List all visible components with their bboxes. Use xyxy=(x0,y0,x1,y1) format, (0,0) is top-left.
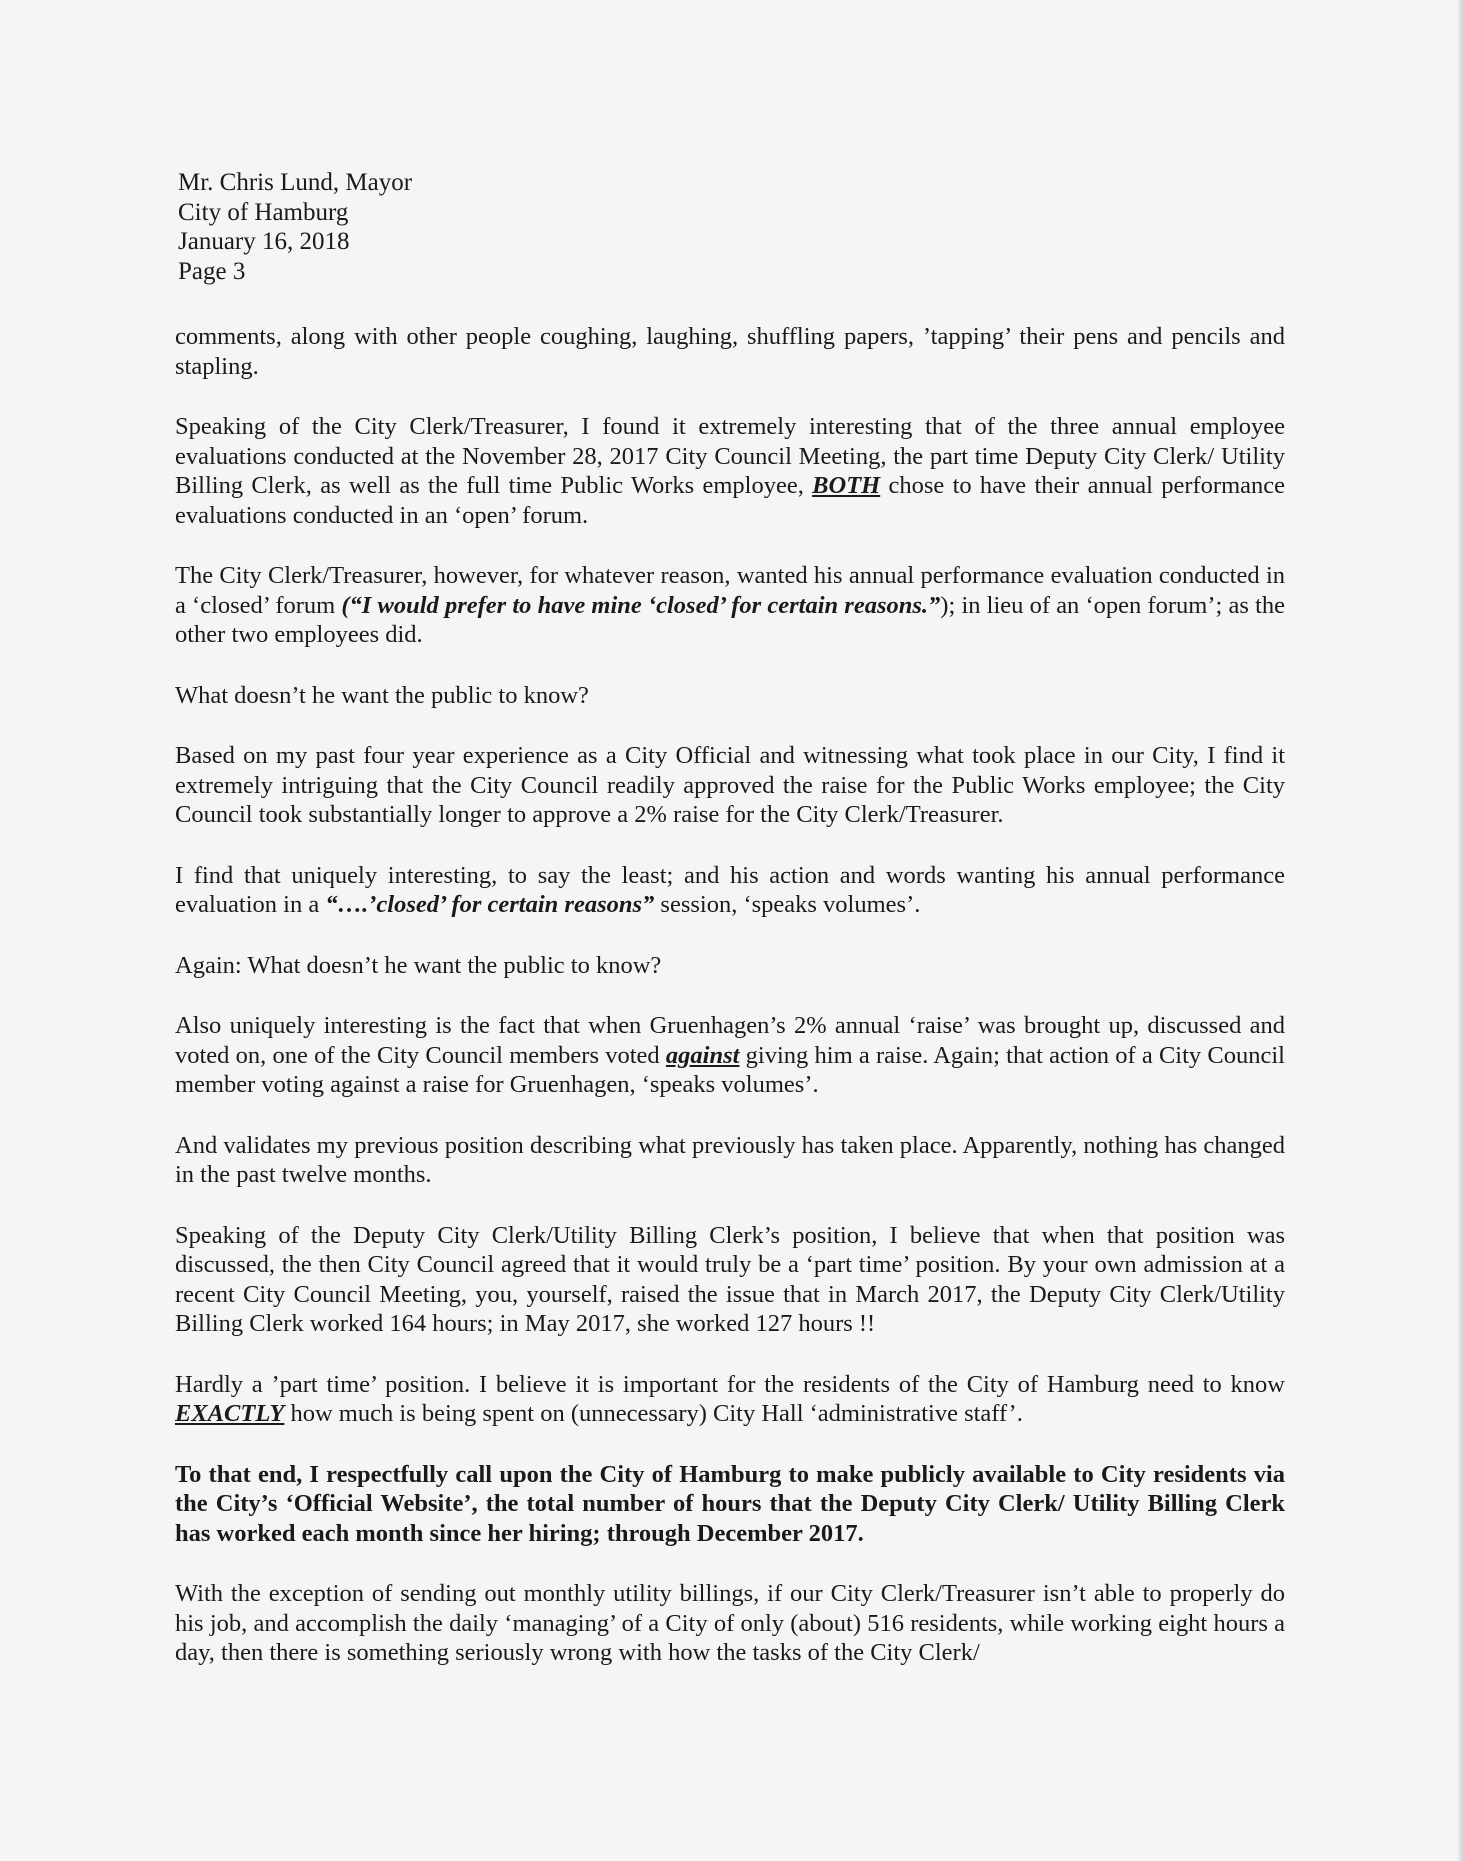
paragraph-13 xyxy=(175,1579,1285,1668)
paragraph-8-text-b: giving him a raise. Again; that action of a City Council member voting against a raise for Gruenhagen, ‘speaks volumes’. xyxy=(175,1041,1285,1098)
paragraph-12-text: To that end, I respectfully call upon the City of Hamburg to make publicly available to City residents via the City’s ‘Official Website’, the total number of hours that the Deputy City Clerk/ Utility Billing Clerk has worked each month since her hiring; through December 2017. xyxy=(175,1460,1285,1547)
paragraph-3-text-b: ); in lieu of an ‘open forum’; as the other two employees did. xyxy=(175,591,1285,648)
paragraph-4 xyxy=(175,681,1285,711)
paragraph-6-text-b: session, ‘speaks volumes’. xyxy=(654,891,921,918)
letter-body xyxy=(175,322,1285,1668)
paragraph-2-text-b: chose to have their annual performance evaluations conducted in an ‘open’ forum. xyxy=(175,472,1285,529)
paragraph-12-request xyxy=(175,1460,1285,1549)
paragraph-13-text: With the exception of sending out monthly utility billings, if our City Clerk/Treasurer isn’t able to properly do his job, and accomplish the daily ‘managing’ of a City of only (about) 516 residents, while working eight hours a day, then there is something seriously wrong with how the tasks of the City Clerk/ xyxy=(175,1580,1285,1666)
paragraph-2-text-a: Speaking of the City Clerk/Treasurer, I found it extremely interesting that of the three annual employee evaluations conducted at the November 28, 2017 City Council Meeting, the part time Deputy City Clerk/ Utility Billing Clerk, as well as the full time Public Works employee, xyxy=(175,413,1285,499)
recipient-organization: City of Hamburg xyxy=(178,198,349,226)
paragraph-8 xyxy=(175,1011,1285,1100)
paragraph-11-text-b: how much is being spent on (unnecessary) City Hall ‘administrative staff’. xyxy=(284,1400,1023,1427)
paragraph-2-emphasis: BOTH xyxy=(812,472,881,499)
letter-date: January 16, 2018 xyxy=(178,228,350,255)
paragraph-6 xyxy=(175,861,1285,920)
paragraph-10-text: Speaking of the Deputy City Clerk/Utility Billing Clerk’s position, I believe that when that position was discussed, the then City Council agreed that it would truly be a ‘part time’ position. By your own admission at a recent City Council Meeting, you, yourself, raised the issue that in March 2017, the Deputy City Clerk/Utility Billing Clerk worked 164 hours; in May 2017, she worked 127 hours !! xyxy=(175,1221,1285,1337)
paragraph-1 xyxy=(175,322,1285,381)
paragraph-6-quote: “….’closed’ for certain reasons” xyxy=(325,891,655,918)
page-edge-shadow xyxy=(1457,0,1463,1861)
paragraph-3-quote: (“I would prefer to have mine ‘closed’ for certain reasons.” xyxy=(341,591,941,619)
paragraph-7 xyxy=(175,951,1285,981)
paragraph-7-text: Again: What doesn’t he want the public to know? xyxy=(175,951,662,979)
paragraph-4-text: What doesn’t he want the public to know? xyxy=(175,681,589,709)
paragraph-11-emphasis: EXACTLY xyxy=(175,1400,285,1427)
paragraph-11 xyxy=(175,1370,1285,1429)
paragraph-3-text-a: The City Clerk/Treasurer, however, for whatever reason, wanted his annual performance evaluation conducted in a ‘closed’ forum xyxy=(175,562,1285,619)
paragraph-3 xyxy=(175,561,1285,650)
paragraph-1-text: comments, along with other people coughing, laughing, shuffling papers, ’tapping’ their pens and pencils and stapling. xyxy=(175,323,1285,380)
paragraph-9 xyxy=(175,1131,1285,1190)
letter-header xyxy=(178,168,412,286)
page-number: Page 3 xyxy=(178,257,246,285)
paragraph-2 xyxy=(175,412,1285,530)
paragraph-9-text: And validates my previous position describing what previously has taken place. Apparently, nothing has changed in the past twelve months. xyxy=(175,1131,1285,1188)
paragraph-5 xyxy=(175,741,1285,830)
paragraph-11-text-a: Hardly a ’part time’ position. I believe it is important for the residents of the City of Hamburg need to know xyxy=(175,1370,1285,1398)
paragraph-5-text: Based on my past four year experience as a City Official and witnessing what took place in our City, I find it extremely intriguing that the City Council readily approved the raise for the Public Works employee; the City Council took substantially longer to approve a 2% raise for the City Clerk/Treasurer. xyxy=(175,742,1285,828)
paragraph-8-emphasis: against xyxy=(665,1041,740,1069)
paragraph-10 xyxy=(175,1221,1285,1339)
paragraph-6-text-a: I find that uniquely interesting, to say the least; and his action and words wanting his annual performance evaluation in a xyxy=(175,861,1285,918)
recipient-name: Mr. Chris Lund, Mayor xyxy=(178,169,413,196)
paragraph-8-text-a: Also uniquely interesting is the fact that when Gruenhagen’s 2% annual ‘raise’ was brought up, discussed and voted on, one of the City Council members voted xyxy=(175,1012,1285,1069)
